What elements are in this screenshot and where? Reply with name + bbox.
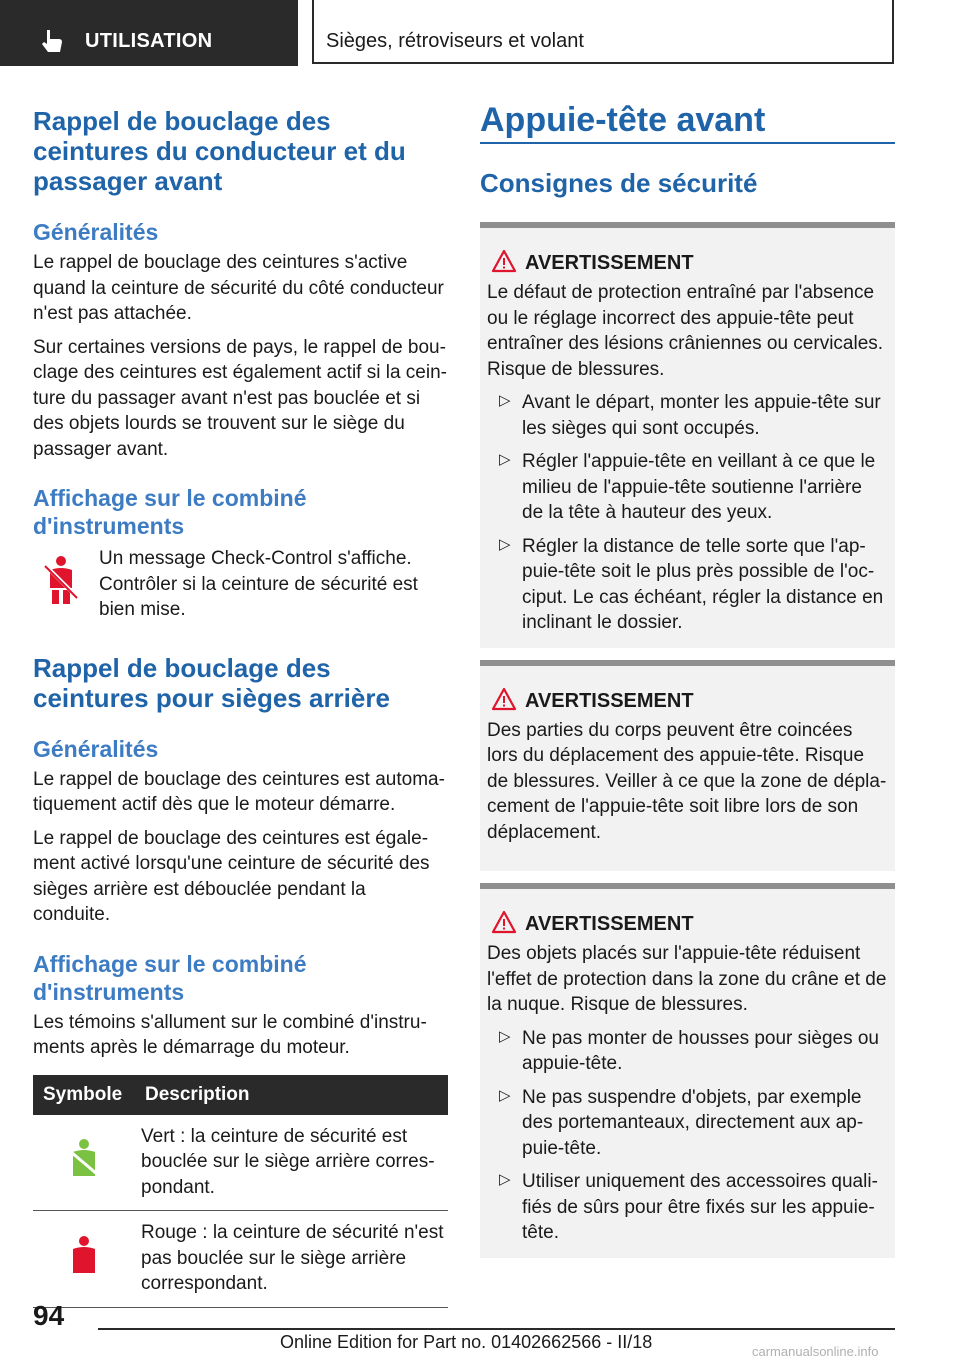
warning-triangle-icon xyxy=(491,249,517,273)
section-tab xyxy=(0,0,298,66)
right-column xyxy=(480,100,895,1258)
left-column xyxy=(33,100,448,1308)
page-number: 94 xyxy=(33,1300,65,1331)
warning-title: AVERTISSEMENT xyxy=(525,913,694,935)
bullet-triangle-icon: ▷ xyxy=(499,1086,511,1104)
warning-box xyxy=(480,660,895,872)
list-item-text: Utiliser uniquement des accessoires qualifiés de sûrs pour être fixés sur les appuie-tête. xyxy=(522,1171,878,1243)
hand-pointer-icon xyxy=(38,27,66,55)
footer-rule xyxy=(98,1328,895,1330)
warning-triangle-icon xyxy=(491,687,517,711)
front-headrest-heading: Appuie-tête avant xyxy=(480,101,766,139)
chapter-tab xyxy=(312,0,894,64)
description-cell: Rouge : la ceinture de sécurité n'est pas bouclée sur le siège arrière correspondant. xyxy=(135,1211,448,1308)
front-reminder-heading: Rappel de bouclage des ceintures du conducteur et du passager avant xyxy=(33,106,406,196)
warning-box xyxy=(480,222,895,648)
list-item xyxy=(487,390,887,441)
general-2-paragraph-1: Le rappel de bouclage des ceintures est automatiquement actif dès que le moteur démarre. xyxy=(33,768,445,815)
display-heading-1: Affichage sur le combiné d'instruments xyxy=(33,485,307,539)
warning-title: AVERTISSEMENT xyxy=(525,252,694,274)
list-item xyxy=(487,1169,887,1246)
symbol-cell xyxy=(33,1211,135,1308)
symbol-table xyxy=(33,1075,448,1308)
table-header-row xyxy=(33,1075,448,1115)
general-1-paragraph-2: Sur certaines versions de pays, le rappel de bouclage des ceintures est également actif si la ceinture du passager avant n'est pas bouclée et si des objets lourds se trouvent sur le siège du passager avant. xyxy=(33,336,447,460)
warning-triangle-icon xyxy=(491,910,517,934)
rear-reminder-heading: Rappel de bouclage des ceintures pour sièges arrière xyxy=(33,652,390,713)
list-item xyxy=(487,1026,887,1077)
bullet-triangle-icon: ▷ xyxy=(499,1027,511,1045)
general-heading-1: Généralités xyxy=(33,219,159,245)
display-heading-2: Affichage sur le combiné d'instruments xyxy=(33,950,307,1005)
warning-text: Des objets placés sur l'appuie-tête réduisent l'effet de protection dans la zone du crâne et de la nuque. Risque de blessures. xyxy=(487,943,887,1015)
description-column-header: Description xyxy=(135,1075,448,1115)
table-row xyxy=(33,1211,448,1308)
symbol-cell xyxy=(33,1115,135,1211)
warning-text: Des parties du corps peuvent être coincées lors du déplacement des appuie-tête. Risque de blessures. Veiller à ce que la zone de déplacement de l'appuie-tête soit libre lors de son déplacement. xyxy=(487,719,887,843)
list-item xyxy=(487,534,887,636)
safety-heading: Consignes de sécurité xyxy=(480,168,758,198)
symbol-column-header: Symbole xyxy=(33,1075,135,1115)
display-2-text: Les témoins s'allument sur le combiné d'instruments après le démarrage du moteur. xyxy=(33,1011,427,1058)
warning-text: Le défaut de protection entraîné par l'absence ou le réglage incorrect des appuie-tête peut entraîner des lésions crâniennes ou cervicales. Risque de blessures. xyxy=(487,282,884,380)
section-title: UTILISATION xyxy=(85,30,213,52)
red-seat-icon xyxy=(67,1235,101,1275)
bullet-triangle-icon: ▷ xyxy=(499,392,511,409)
list-item xyxy=(487,1085,887,1162)
green-seatbelt-icon xyxy=(67,1138,101,1178)
check-control-text: Un message Check-Control s'affiche. Contrôler si la ceinture de sécurité est bien mise. xyxy=(99,548,418,620)
list-item-text: Ne pas monter de housses pour sièges ou appuie-tête. xyxy=(522,1027,879,1074)
table-row xyxy=(33,1115,448,1211)
seatbelt-warning-icon xyxy=(41,554,81,606)
warning-title-row xyxy=(487,250,887,276)
bullet-triangle-icon: ▷ xyxy=(499,1171,511,1188)
watermark: carmanualsonline.info xyxy=(752,1344,879,1359)
general-1-paragraph-1: Le rappel de bouclage des ceintures s'active quand la ceinture de sécurité du côté conducteur n'est pas attachée. xyxy=(33,252,444,324)
bullet-triangle-icon: ▷ xyxy=(499,451,511,468)
general-2-paragraph-2: Le rappel de bouclage des ceintures est également activé lorsqu'une ceinture de sécurité des sièges arrière est débouclée pendant la conduite. xyxy=(33,827,430,925)
list-item-text: Régler la distance de telle sorte que l'appuie-tête soit le plus près possible de l'occiput. Le cas échéant, régler la distance en inclinant le dossier. xyxy=(522,535,884,633)
warning-title: AVERTISSEMENT xyxy=(525,689,694,712)
warning-title-row xyxy=(487,911,887,937)
edition-text: Online Edition for Part no. 01402662566 - II/18 xyxy=(280,1332,653,1352)
list-item xyxy=(487,449,887,526)
heading-rule xyxy=(480,142,895,144)
list-item-text: Avant le départ, monter les appuie-tête sur les sièges qui sont occupés. xyxy=(522,392,881,439)
list-item-text: Ne pas suspendre d'objets, par exemple des portemanteaux, directement aux appuie-tête. xyxy=(522,1086,864,1159)
bullet-triangle-icon: ▷ xyxy=(499,535,511,553)
warning-title-row xyxy=(487,688,887,714)
list-item-text: Régler l'appuie-tête en veillant à ce que le milieu de l'appuie-tête soutienne l'arrière de la tête à hauteur des yeux. xyxy=(522,451,876,523)
check-control-note xyxy=(33,546,448,623)
description-cell: Vert : la ceinture de sécurité est bouclée sur le siège arrière correspondant. xyxy=(135,1115,448,1211)
warning-box xyxy=(480,883,895,1258)
chapter-title: Sièges, rétroviseurs et volant xyxy=(326,30,584,52)
page-header xyxy=(0,0,960,66)
general-heading-2: Généralités xyxy=(33,735,159,762)
